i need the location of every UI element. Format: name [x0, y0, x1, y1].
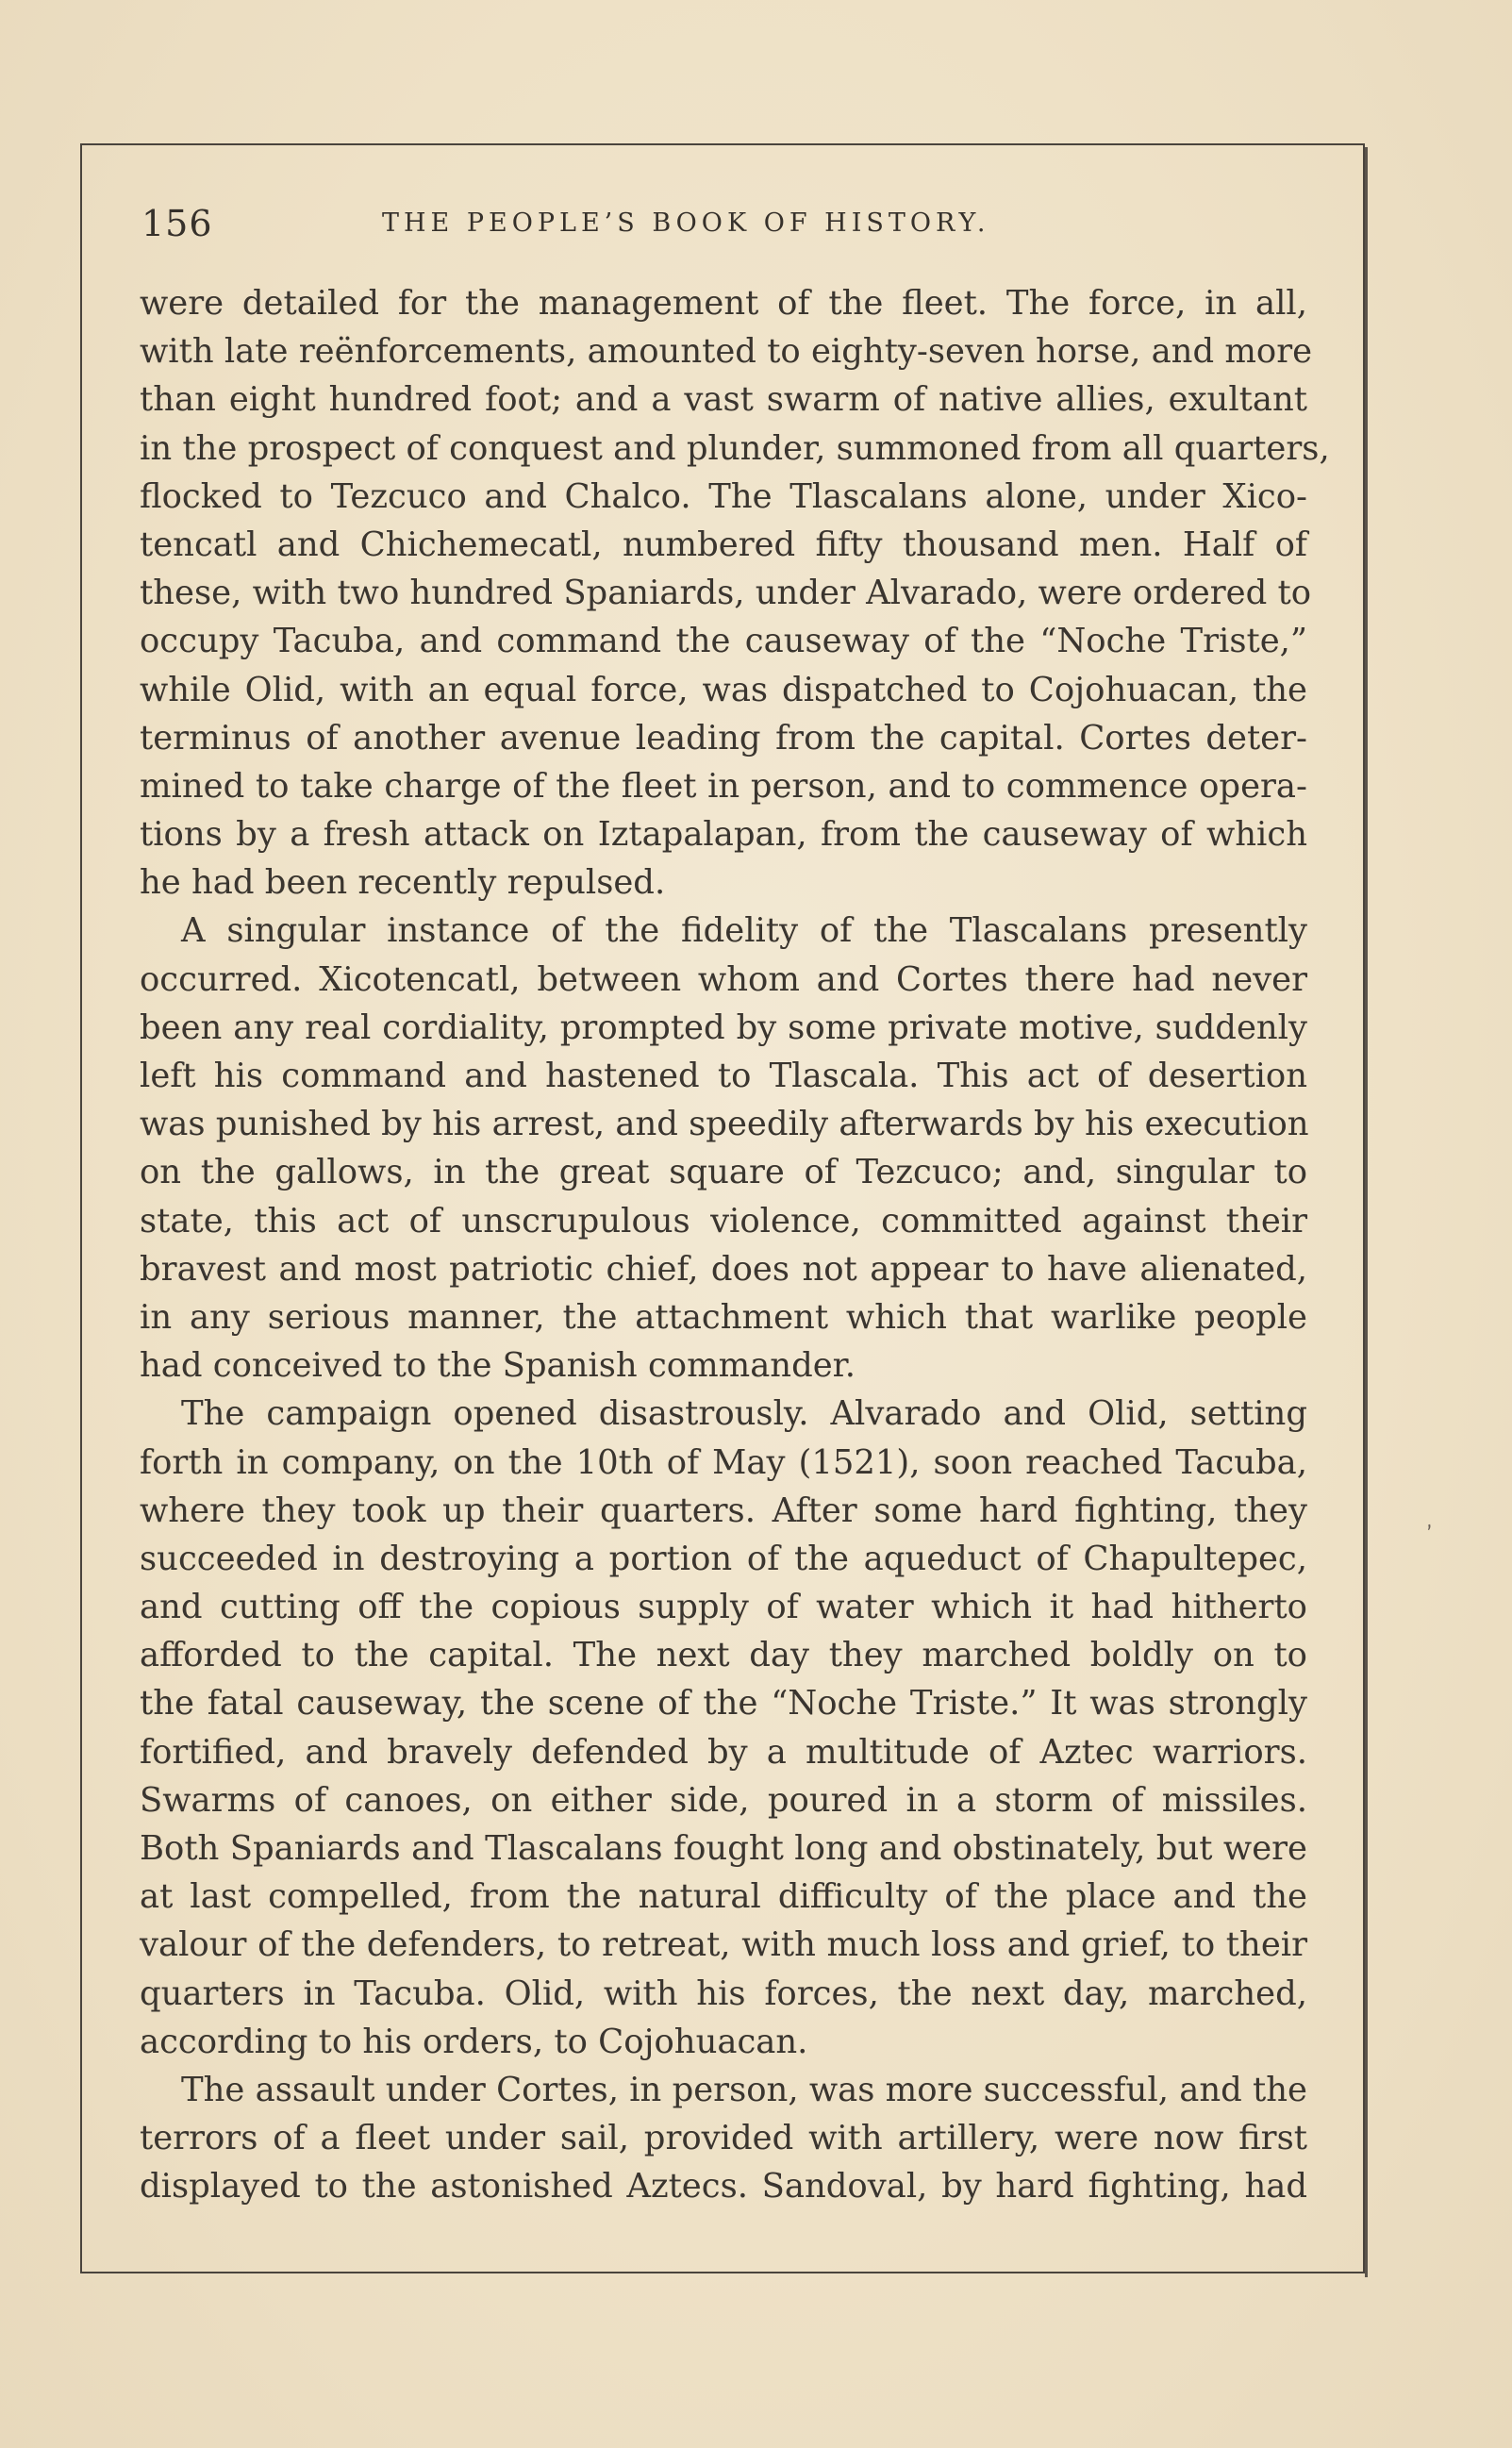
text-line: where they took up their quarters. After some hard fighting, they: [140, 1490, 1307, 1530]
text-line: than eight hundred foot; and a vast swarm of native allies, exultant: [140, 380, 1307, 420]
text-line: according to his orders, to Cojohuacan.: [140, 2022, 808, 2061]
text-line: in the prospect of conquest and plunder, summoned from all quarters,: [140, 428, 1330, 468]
text-line: occurred. Xicotencatl, between whom and Cortes there had never: [140, 959, 1307, 999]
text-line: quarters in Tacuba. Olid, with his forces, the next day, marched,: [140, 1973, 1307, 2013]
page-number: 156: [141, 203, 213, 244]
text-line: these, with two hundred Spaniards, under Alvarado, were ordered to: [140, 574, 1312, 613]
text-line: left his command and hastened to Tlascala. This act of desertion: [140, 1057, 1307, 1095]
text-line: displayed to the astonished Aztecs. Sandoval, by hard fighting, had: [140, 2167, 1307, 2207]
text-line: flocked to Tezcuco and Chalco. The Tlascalans alone, under Xico-: [140, 476, 1307, 516]
text-line: The assault under Cortes, in person, was more successful, and the: [181, 2070, 1307, 2109]
text-line: while Olid, with an equal force, was dispatched to Cojohuacan, the: [140, 670, 1307, 709]
text-line: occupy Tacuba, and command the causeway of the “Noche Triste,”: [140, 622, 1307, 661]
text-line: The campaign opened disastrously. Alvarado and Olid, setting: [181, 1394, 1307, 1434]
text-line: mined to take charge of the fleet in person, and to commence opera-: [140, 766, 1307, 806]
text-line: with late reënforcements, amounted to eighty-seven horse, and more: [140, 332, 1313, 372]
text-line: afforded to the capital. The next day they marched boldly on to: [140, 1636, 1307, 1675]
text-line: state, this act of unscrupulous violence, committed against their: [140, 1201, 1307, 1241]
text-line: Both Spaniards and Tlascalans fought long and obstinately, but were: [140, 1829, 1307, 1868]
text-line: A singular instance of the fidelity of the Tlascalans presently: [181, 911, 1307, 951]
text-line: tencatl and Chichemecatl, numbered fifty thousand men. Half of: [140, 525, 1307, 564]
margin-pencil-mark: ,: [1420, 1508, 1436, 1534]
text-line: at last compelled, from the natural difficulty of the place and the: [140, 1877, 1307, 1917]
body-text: [140, 279, 1330, 2211]
text-line: bravest and most patriotic chief, does not appear to have alienated,: [140, 1249, 1307, 1289]
text-line: he had been recently repulsed.: [140, 863, 666, 903]
text-line: Swarms of canoes, on either side, poured in a storm of missiles.: [140, 1780, 1307, 1820]
text-line: had conceived to the Spanish commander.: [140, 1346, 856, 1386]
text-line: on the gallows, in the great square of Tezcuco; and, singular to: [140, 1153, 1307, 1192]
text-line: terminus of another avenue leading from the capital. Cortes deter-: [140, 718, 1307, 758]
text-line: in any serious manner, the attachment which that warlike people: [140, 1297, 1307, 1337]
running-title: THE PEOPLE’S BOOK OF HISTORY.: [382, 208, 990, 238]
text-line: was punished by his arrest, and speedily afterwards by his execution: [140, 1105, 1309, 1144]
text-line: were detailed for the management of the fleet. The force, in all,: [140, 284, 1307, 323]
text-line: succeeded in destroying a portion of the aqueduct of Chapultepec,: [140, 1539, 1307, 1578]
text-line: valour of the defenders, to retreat, with much loss and grief, to their: [140, 1925, 1307, 1965]
text-line: and cutting off the copious supply of water which it had hitherto: [140, 1588, 1307, 1627]
text-line: forth in company, on the 10th of May (1521), soon reached Tacuba,: [140, 1442, 1307, 1482]
text-line: tions by a fresh attack on Iztapalapan, from the causeway of which: [140, 815, 1307, 855]
text-line: terrors of a fleet under sail, provided with artillery, were now first: [140, 2119, 1307, 2158]
text-line: the fatal causeway, the scene of the “Noche Triste.” It was strongly: [140, 1684, 1307, 1724]
text-line: been any real cordiality, prompted by some private motive, suddenly: [140, 1008, 1307, 1047]
text-line: fortified, and bravely defended by a multitude of Aztec warriors.: [140, 1732, 1307, 1772]
